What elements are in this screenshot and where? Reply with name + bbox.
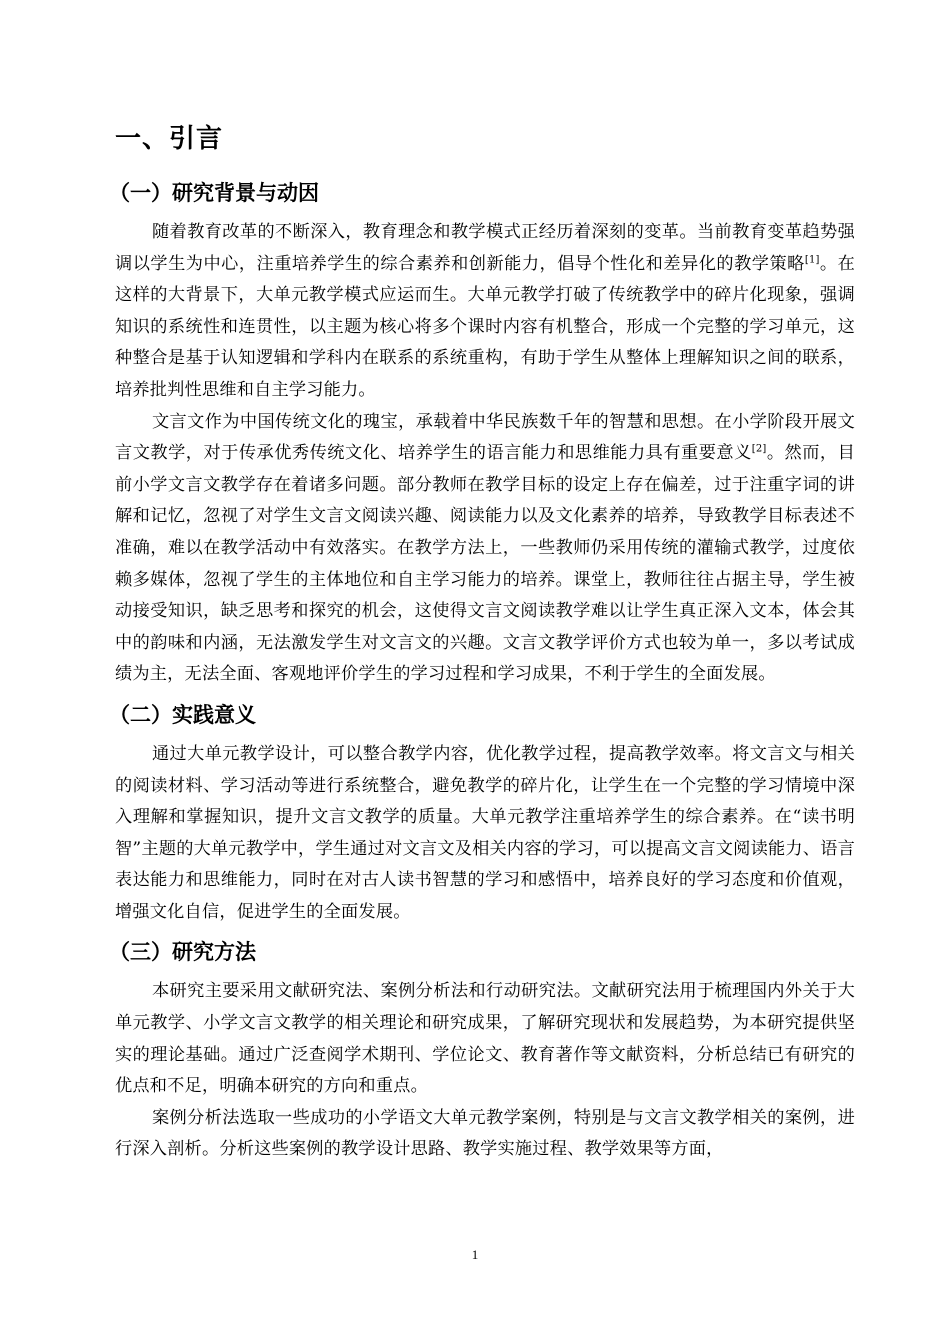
paragraph-text: 。然而，目前小学文言文教学存在着诸多问题。部分教师在教学目标的设定上存在偏差，过于注重字词的讲解和记忆，忽视了对学生文言文阅读兴趣、阅读能力以及文化素养的培养，导致教学目标表述不准确，难以在教学活动中有效落实。在教学方法上，一些教师仍采用传统的灌输式教学，过度依赖多媒体，忽视了学生的主体地位和自主学习能力的培养。课堂上，教师往往占据主导，学生被动接受知识，缺乏思考和探究的机会，这使得文言文阅读教学难以让学生真正深入文本，体会其中的韵味和内涵，无法激发学生对文言文的兴趣。文言文教学评价方式也较为单一，多以考试成绩为主，无法全面、客观地评价学生的学习过程和学习成果，不利于学生的全面发展。 bbox=[115, 443, 855, 685]
page-number: 1 bbox=[471, 1247, 479, 1262]
section-heading-methods: （三）研究方法 bbox=[109, 940, 256, 965]
paragraph-background-2 bbox=[115, 407, 855, 691]
paragraph-background-1 bbox=[115, 217, 855, 407]
citation-ref: [1] bbox=[804, 253, 820, 265]
paragraph-text: 随着教育改革的不断深入，教育理念和教学模式正经历着深刻的变革。当前教育变革趋势强调以学生为中心，注重培养学生的综合素养和创新能力，倡导个性化和差异化的教学策略 bbox=[115, 222, 855, 274]
paragraph-text: 。在这样的大背景下，大单元教学模式应运而生。大单元教学打破了传统教学中的碎片化现象，强调知识的系统性和连贯性，以主题为核心将多个课时内容有机整合，形成一个完整的学习单元，这种整合是基于认知逻辑和学科内在联系的系统重构，有助于学生从整体上理解知识之间的联系，培养批判性思维和自主学习能力。 bbox=[115, 253, 855, 400]
chapter-heading: 一、引言 bbox=[115, 124, 224, 154]
paragraph-methods-1: 本研究主要采用文献研究法、案例分析法和行动研究法。文献研究法用于梳理国内外关于大单元教学、小学文言文教学的相关理论和研究成果，了解研究现状和发展趋势，为本研究提供坚实的理论基础。通过广泛查阅学术期刊、学位论文、教育著作等文献资料，分析总结已有研究的优点和不足，明确本研究的方向和重点。 bbox=[115, 981, 855, 1097]
page-body bbox=[109, 118, 855, 1166]
paragraph-text: 文言文作为中国传统文化的瑰宝，承载着中华民族数千年的智慧和思想。在小学阶段开展文言文教学，对于传承优秀传统文化、培养学生的语言能力和思维能力具有重要意义 bbox=[115, 411, 855, 464]
paragraph-significance-1: 通过大单元教学设计，可以整合教学内容，优化教学过程，提高教学效率。将文言文与相关的阅读材料、学习活动等进行系统整合，避免教学的碎片化，让学生在一个完整的学习情境中深入理解和掌握知识，提升文言文教学的质量。大单元教学注重培养学生的综合素养。在“读书明智”主题的大单元教学中，学生通过对文言文及相关内容的学习，可以提高文言文阅读能力、语言表达能力和思维能力，同时在对古人读书智慧的学习和感悟中，培养良好的学习态度和价值观，增强文化自信，促进学生的全面发展。 bbox=[115, 743, 855, 922]
paragraph-methods-2: 案例分析法选取一些成功的小学语文大单元教学案例，特别是与文言文教学相关的案例，进行深入剖析。分析这些案例的教学设计思路、教学实施过程、教学效果等方面， bbox=[115, 1107, 855, 1160]
section-heading-background: （一）研究背景与动因 bbox=[109, 181, 319, 205]
section-heading-significance: （二）实践意义 bbox=[109, 702, 256, 727]
citation-ref: [2] bbox=[751, 443, 767, 455]
